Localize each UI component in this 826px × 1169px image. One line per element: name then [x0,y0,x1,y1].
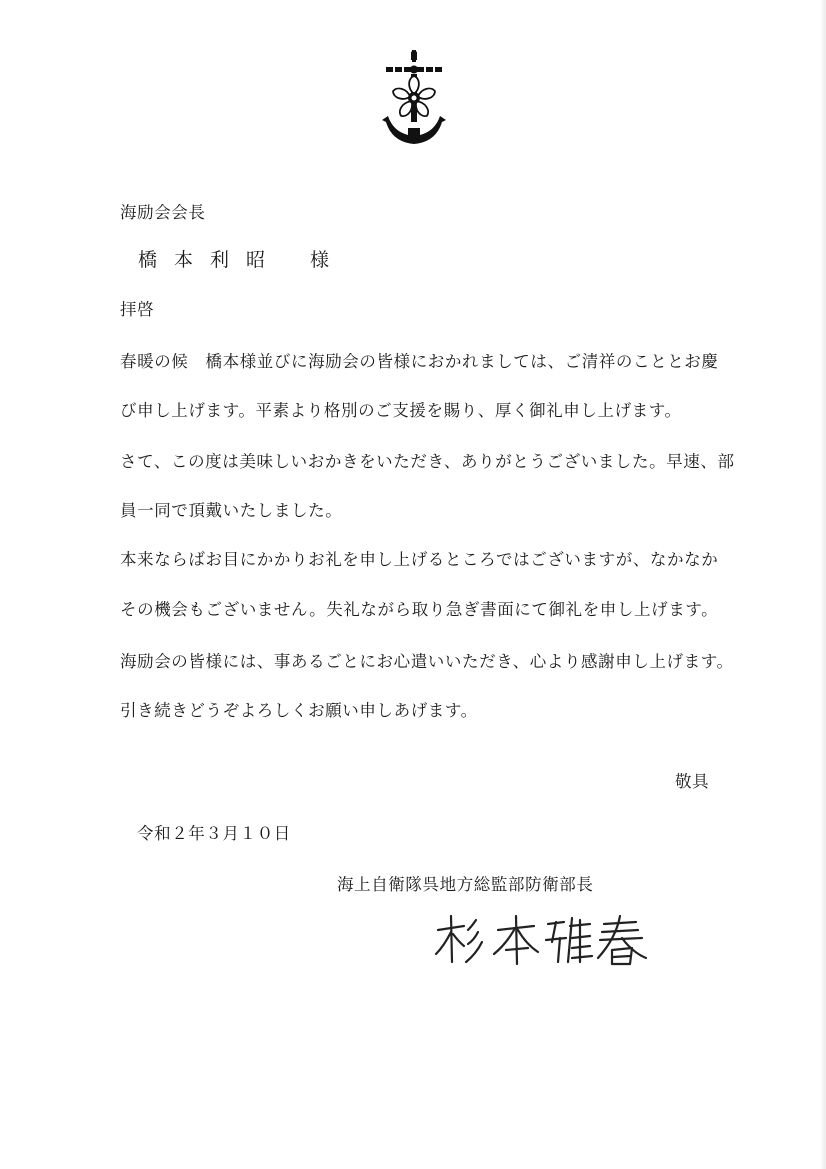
body-line: その機会もございません。失礼ながら取り急ぎ書面にて御礼を申し上げます。 [120,600,719,619]
body-line: 春暖の候 橋本様並びに海励会の皆様におかれましては、ご清祥のこととお慶 [120,352,719,371]
letter-date: 令和２年３月１０日 [137,824,291,843]
body-line: 本来ならばお目にかかりお礼を申し上げるところではございますが、なかなか [120,550,719,569]
recipient-organization-title: 海励会会長 [120,203,206,222]
scan-edge-shadow [820,0,826,1169]
body-line: 員一同で頂戴いたしました。 [120,501,343,520]
body-line: 海励会の皆様には、事あるごとにお心遣いいただき、心より感謝申し上げます。 [120,652,734,671]
closing-phrase: 敬具 [675,772,710,791]
anchor-cherry-blossom-emblem-icon [378,50,450,146]
handwritten-signature [432,912,652,968]
body-line: 引き続きどうぞよろしくお願い申しあげます。 [120,701,478,720]
salutation: 拝啓 [120,300,155,319]
body-line: び申し上げます。平素より格別のご支援を賜り、厚く御礼申し上げます。 [120,401,682,420]
sender-title: 海上自衛隊呉地方総監部防衛部長 [337,875,594,894]
recipient-name-line [138,245,329,272]
body-line: さて、この度は美味しいおかきをいただき、ありがとうございました。早速、部 [120,452,735,471]
recipient-honorific: 様 [310,249,330,271]
recipient-name: 橋本利昭 [138,249,283,271]
